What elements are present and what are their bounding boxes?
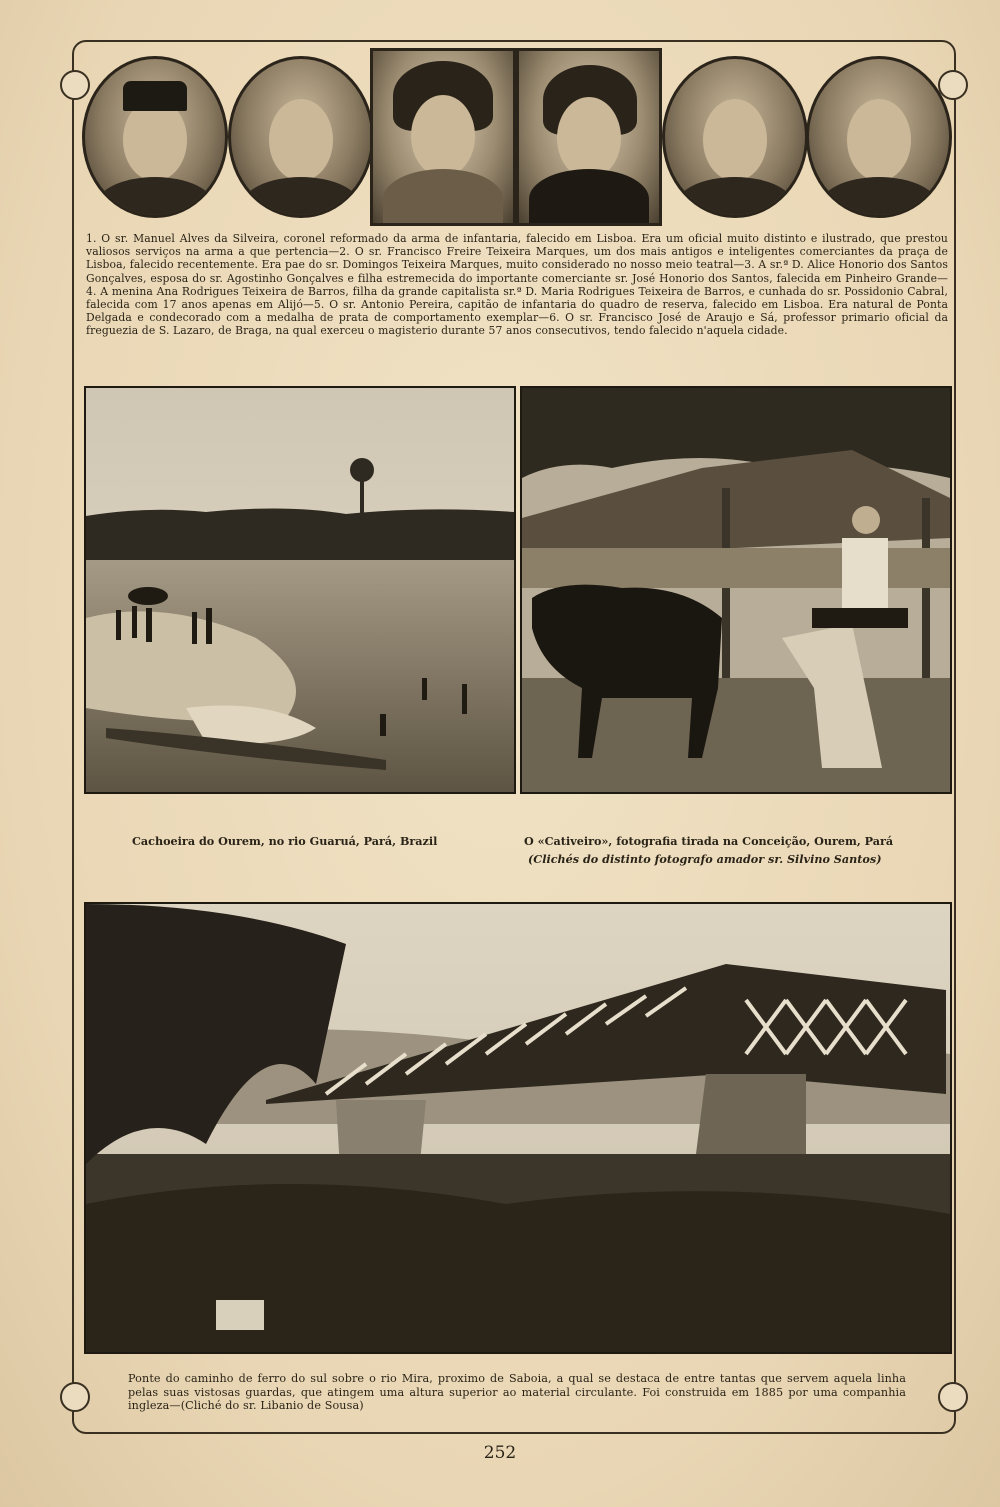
- border-ornament: [938, 1382, 968, 1412]
- bridge-caption: Ponte do caminho de ferro do sul sobre o rio Mira, proximo de Saboia, a qual se destaca de entre tantas que servem aquela linha pelas suas vistosas guardas, que atingem uma altura superior ao material circulante. Foi construida em 1885 por uma companhia ingleza—(Cliché do sr. Libanio de Sousa): [128, 1372, 906, 1413]
- page-number: 252: [483, 1443, 517, 1463]
- obituary-caption: 1. O sr. Manuel Alves da Silveira, coronel reformado da arma de infantaria, falecido em Lisboa. Era um oficial muito distinto e ilustrado, que prestou valiosos serviços na arma a que pertencia—2. O sr. Francisco Freire Teixeira Marques, um dos mais antigos e inteligentes comerciantes da praça de Lisboa, falecido recentemente. Era pae do sr. Domingos Teixeira Marques, muito considerado no nosso meio teatral—3. A sr.ª D. Alice Honorio dos Santos Gonçalves, esposa do sr. Agostinho Gonçalves e filha estremecida do importante comerciante sr. José Honorio dos Santos, falecida em Pinheiro Grande—4. A menina Ana Rodrigues Teixeira de Barros, filha da grande capitalista sr.ª D. Maria Rodrigues Teixeira de Barros, e cunhada do sr. Possidonio Cabral, falecida com 17 anos apenas em Alijó—5. O sr. Antonio Pereira, capitão de infantaria do quadro de reserva, falecido em Lisboa. Era natural de Ponta Delgada e condecorado com a medalha de prata de comportamento exemplar—6. O sr. Francisco José de Araujo e Sá, professor primario oficial da freguezia de S. Lazaro, de Braga, na qual exerceu o magisterio durante 57 anos consecutivos, tendo falecido n'aquela cidade.: [86, 232, 948, 338]
- portrait-3: [370, 48, 516, 226]
- caption-cachoeira: Cachoeira do Ourem, no rio Guaruá, Pará, Brazil: [132, 834, 438, 848]
- caption-cativeiro-line2: (Clichés do distinto fotografo amador sr. Silvino Santos): [528, 852, 882, 866]
- portrait-2: [228, 56, 374, 218]
- portrait-4: [516, 48, 662, 226]
- photo-cativeiro: [520, 386, 952, 794]
- photo-bridge: [84, 902, 952, 1354]
- portrait-6: [806, 56, 952, 218]
- border-ornament: [60, 1382, 90, 1412]
- portrait-1: [82, 56, 228, 218]
- photo-cachoeira: [84, 386, 516, 794]
- portrait-band: [72, 44, 952, 224]
- portrait-5: [662, 56, 808, 218]
- caption-cativeiro-line1: O «Cativeiro», fotografia tirada na Conceição, Ourem, Pará: [524, 834, 894, 848]
